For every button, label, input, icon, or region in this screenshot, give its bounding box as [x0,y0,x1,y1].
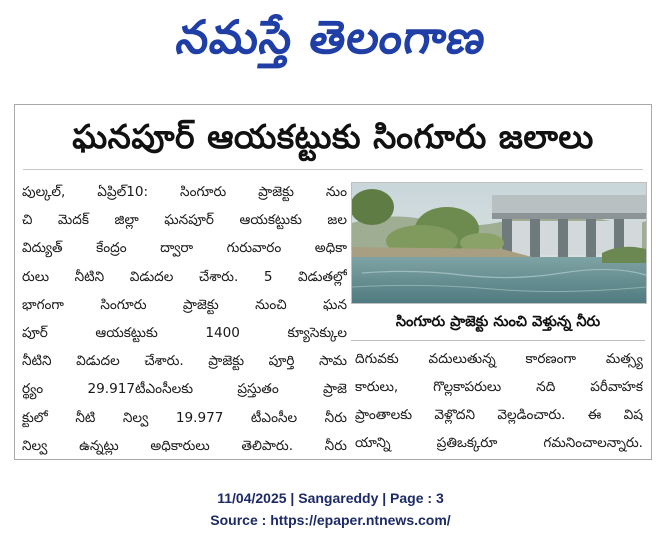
article-line: యాన్ని ప్రతిఒక్కరూ గమనించాలన్నారు. [355,435,643,451]
article-line: క్టులో నీటి నిల్వ 19.977 టీఎంసీల నీరు [22,409,347,426]
article-continuation [355,345,643,457]
reservoir-photo-image [352,183,646,303]
clipping-footer [0,487,661,531]
article-headline: ఘనపూర్ ఆయకట్టుకు సింగూరు జలాలు [72,116,594,156]
article-line: నిల్వ ఉన్నట్లు అధికారులు తెలిపారు. నీరు [22,437,347,454]
reservoir-photo [351,182,647,304]
article-line: రులు నీటిని విడుదల చేశారు. 5 విడుతల్లో [22,268,347,285]
article-body [22,178,347,460]
article-line: నీటిని విడుదల చేశారు. ప్రాజెక్టు పూర్తి సామ [22,353,347,370]
masthead [0,0,661,86]
article-line: విద్యుత్ కేంద్రం ద్వారా గురువారం అధికా [22,240,347,257]
article-line: కారులు, గొల్లకాపరులు నది పరీవాహక [355,379,643,395]
article-line: భాగంగా సింగూరు ప్రాజెక్టు నుంచి ఘన [22,296,347,313]
newspaper-title: నమస్తే తెలంగాణ [172,10,490,64]
headline-divider [23,169,643,170]
article-line: దిగువకు వదులుతున్న కారణంగా మత్స్య [355,351,643,367]
news-clipping [14,104,652,460]
article-line: ప్రాంతాలకు వెళ్లొదని వెల్లడించారు. ఈ విష [355,407,643,423]
article-line: పుల్కల్, ఏప్రిల్10: సింగూరు ప్రాజెక్టు నుం [22,184,347,200]
article-line: పూర్ ఆయకట్టుకు 1400 క్యూసెక్కుల [22,324,347,341]
article-line: చి మెదక్ జిల్లా ఘనపూర్ ఆయకట్టుకు జల [22,212,347,229]
article-line: ర్థ్యం 29.917టీఎంసీలకు ప్రస్తుతం ప్రాజె [22,381,347,398]
source-link[interactable]: Source : https://epaper.ntnews.com/ [210,512,451,528]
edition-info: 11/04/2025 | Sangareddy | Page : 3 [217,490,444,506]
photo-caption: సింగూరు ప్రాజెక్టు నుంచి వెళ్తున్న నీరు [351,308,645,341]
